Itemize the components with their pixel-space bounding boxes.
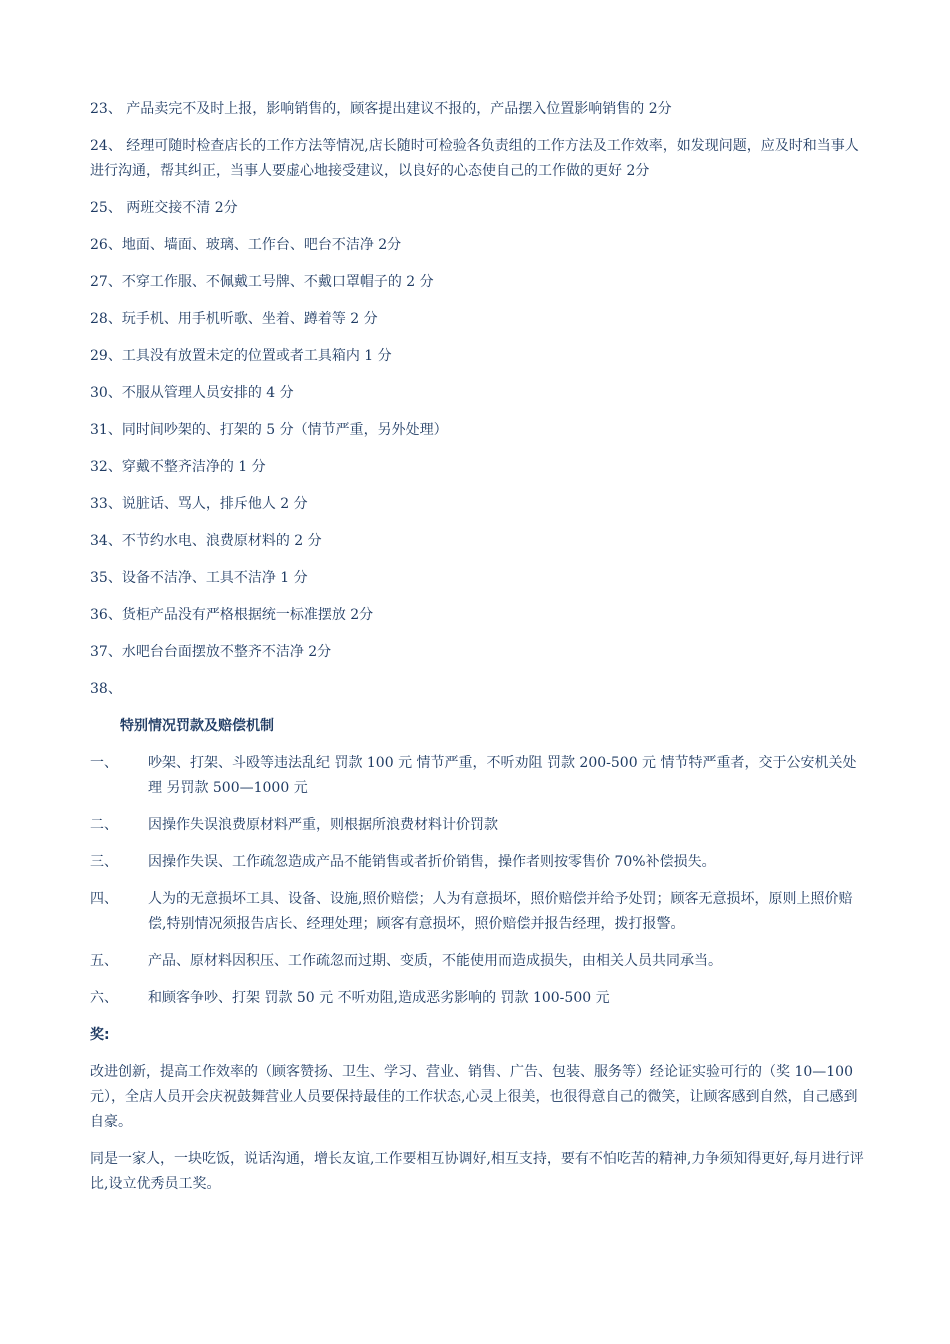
penalty-number: 二、	[90, 817, 118, 833]
penalty-item	[90, 751, 865, 801]
rule-item-27: 27、不穿工作服、不佩戴工号牌、不戴口罩帽子的 2 分	[90, 274, 434, 290]
rule-item-35: 35、设备不洁净、工具不洁净 1 分	[90, 570, 308, 586]
penalty-text: 吵架、打架、斗殴等违法乱纪 罚款 100 元 情节严重，不听劝阻 罚款 200-500 元 情节特严重者，交于公安机关处理 另罚款 500—1000 元	[148, 755, 857, 796]
penalty-number: 五、	[90, 953, 118, 969]
special-heading: 特别情况罚款及赔偿机制	[120, 718, 274, 734]
penalty-text: 因操作失误浪费原材料严重，则根据所浪费材料计价罚款	[148, 817, 498, 833]
rule-item-23: 23、 产品卖完不及时上报，影响销售的，顾客提出建议不报的，产品摆入位置影响销售的 2分	[90, 101, 672, 117]
rule-item-25: 25、 两班交接不清 2分	[90, 200, 238, 216]
rule-item-26: 26、地面、墙面、玻璃、工作台、吧台不洁净 2分	[90, 237, 402, 253]
penalty-text: 人为的无意损坏工具、设备、设施,照价赔偿；人为有意损坏，照价赔偿并给予处罚；顾客无意损坏，原则上照价赔偿,特别情况须报告店长、经理处理；顾客有意损坏，照价赔偿并报告经理，拨打报警。	[148, 891, 853, 932]
reward-title: 奖:	[90, 1027, 110, 1043]
rule-item-29: 29、工具没有放置未定的位置或者工具箱内 1 分	[90, 348, 392, 364]
penalty-text: 和顾客争吵、打架 罚款 50 元 不听劝阻,造成恶劣影响的 罚款 100-500 元	[148, 990, 610, 1006]
rule-item-38: 38、	[90, 681, 122, 697]
penalty-number: 四、	[90, 891, 118, 907]
penalty-item	[90, 850, 865, 875]
penalty-item	[90, 813, 865, 838]
reward-paragraph: 改进创新，提高工作效率的（顾客赞扬、卫生、学习、营业、销售、广告、包装、服务等）经论证实验可行的（奖 10—100 元），全店人员开会庆祝鼓舞营业人员要保持最佳的工作状态,心灵上很美，也很得意自己的微笑，让顾客感到自然，自己感到自豪。	[90, 1064, 858, 1130]
penalty-text: 因操作失误、工作疏忽造成产品不能销售或者折价销售，操作者则按零售价 70%补偿损失。	[148, 854, 716, 870]
teamwork-paragraph: 同是一家人，一块吃饭，说话沟通，增长友谊,工作要相互协调好,相互支持，要有不怕吃苦的精神,力争须知得更好,每月进行评比,设立优秀员工奖。	[90, 1151, 864, 1192]
rule-item-30: 30、不服从管理人员安排的 4 分	[90, 385, 294, 401]
rule-item-28: 28、玩手机、用手机听歌、坐着、蹲着等 2 分	[90, 311, 378, 327]
rule-item-36: 36、货柜产品没有严格根据统一标准摆放 2分	[90, 607, 374, 623]
penalty-item	[90, 949, 865, 974]
penalty-item	[90, 887, 865, 937]
penalty-number: 六、	[90, 990, 118, 1006]
penalty-item	[90, 986, 865, 1011]
rule-item-24: 24、 经理可随时检查店长的工作方法等情况,店长随时可检验各负责组的工作方法及工作效率，如发现问题，应及时和当事人进行沟通，帮其纠正，当事人要虚心地接受建议，以良好的心态使自己的工作做的更好 2分	[90, 138, 859, 179]
rule-item-34: 34、不节约水电、浪费原材料的 2 分	[90, 533, 322, 549]
document-page	[90, 97, 865, 1209]
rule-item-37: 37、水吧台台面摆放不整齐不洁净 2分	[90, 644, 332, 660]
rule-item-33: 33、说脏话、骂人，排斥他人 2 分	[90, 496, 308, 512]
penalty-number: 一、	[90, 755, 118, 771]
penalty-text: 产品、原材料因积压、工作疏忽而过期、变质，不能使用而造成损失，由相关人员共同承当。	[148, 953, 722, 969]
rule-item-31: 31、同时间吵架的、打架的 5 分（情节严重，另外处理）	[90, 422, 448, 438]
rule-item-32: 32、穿戴不整齐洁净的 1 分	[90, 459, 266, 475]
penalty-number: 三、	[90, 854, 118, 870]
